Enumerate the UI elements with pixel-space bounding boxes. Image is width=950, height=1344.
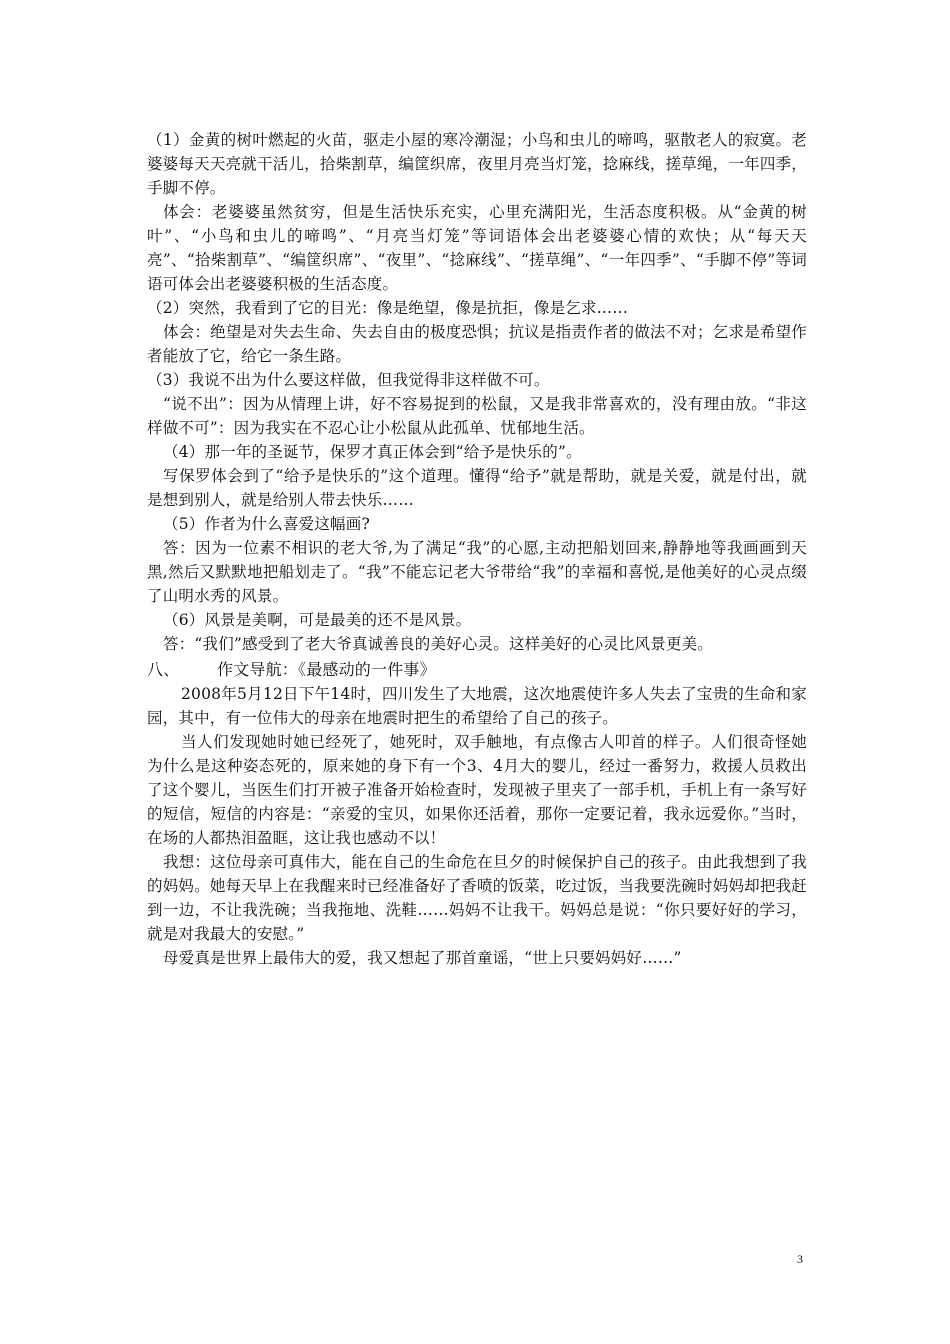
document-body [147,128,807,970]
section-number: 八、 [147,660,180,679]
paragraph-answer-3: “说不出”：因为从情理上讲，好不容易捉到的松鼠，又是我非常喜欢的，没有理由放。“非这样做不可”：因为我实在不忍心让小松鼠从此孤单、忧郁地生活。 [147,395,807,437]
paragraph-quote-2: （2）突然，我看到了它的目光：像是绝望，像是抗拒，像是乞求…… [147,299,629,317]
essay-paragraph-4: 母爱真是世界上最伟大的爱，我又想起了那首童谣，“世上只要妈妈好……” [163,949,682,967]
essay-paragraph-1: 2008年5月12日下午14时，四川发生了大地震，这次地震使许多人失去了宝贵的生命和家园，其中，有一位伟大的母亲在地震时把生的希望给了自己的孩子。 [147,685,807,727]
essay-paragraph-3: 我想：这位母亲可真伟大，能在自己的生命危在旦夕的时候保护自己的孩子。由此我想到了我的妈妈。她每天早上在我醒来时已经准备好了香喷的饭菜，吃过饭，当我要洗碗时妈妈却把我赶到一边，不让我洗碗；当我拖地、洗鞋……妈妈不让我干。妈妈总是说：“你只要好好的学习，就是对我最大的安慰。” [147,853,807,943]
paragraph-answer-1: 体会：老婆婆虽然贫穷，但是生活快乐充实，心里充满阳光，生活态度积极。从“金黄的树叶”、“小鸟和虫儿的啼鸣”、“月亮当灯笼”等词语体会出老婆婆心情的欢快；从“每天天亮”、“拾柴割草”、“编筐织席”、“夜里”、“捻麻线”、“搓草绳”、“一年四季”、“手脚不停”等词语可体会出老婆婆积极的生活态度。 [147,203,807,293]
paragraph-answer-2: 体会：绝望是对失去生命、失去自由的极度恐惧；抗议是指责作者的做法不对；乞求是希望作者能放了它，给它一条生路。 [147,323,807,365]
section-heading [147,658,807,682]
paragraph-answer-6: 答：“我们”感受到了老大爷真诚善良的美好心灵。这样美好的心灵比风景更美。 [163,635,714,653]
paragraph-quote-5: （5）作者为什么喜爱这幅画? [163,515,370,533]
paragraph-answer-5: 答：因为一位素不相识的老大爷,为了满足“我”的心愿,主动把船划回来,静静地等我画画到天黑,然后又默默地把船划走了。“我”不能忘记老大爷带给“我”的幸福和喜悦,是他美好的心灵点缀了山明水秀的风景。 [147,539,807,605]
paragraph-answer-4: 写保罗体会到了“给予是快乐的”这个道理。懂得“给予”就是帮助，就是关爱，就是付出，就是想到别人，就是给别人带去快乐…… [147,467,807,509]
paragraph-quote-4: （4）那一年的圣诞节，保罗才真正体会到“给予是快乐的”。 [163,443,582,461]
essay-paragraph-2: 当人们发现她时她已经死了，她死时，双手触地，有点像古人叩首的样子。人们很奇怪她为什么是这种姿态死的，原来她的身下有一个3、4月大的婴儿，经过一番努力，救援人员救出了这个婴儿，当医生们打开被子准备开始检查时，发现被子里夹了一部手机，手机上有一条写好的短信，短信的内容是：“亲爱的宝贝，如果你还活着，那你一定要记着，我永远爱你。”当时，在场的人都热泪盈眶，这让我也感动不以！ [147,733,807,847]
page-number: 3 [797,1252,803,1266]
paragraph-quote-3: （3）我说不出为什么要这样做，但我觉得非这样做不可。 [147,371,550,389]
paragraph-quote-1: （1）金黄的树叶燃起的火苗，驱走小屋的寒冷潮湿；小鸟和虫儿的啼鸣，驱散老人的寂寞。老婆婆每天天亮就干活儿，拾柴割草，编筐织席，夜里月亮当灯笼，捻麻线，搓草绳，一年四季，手脚不停。 [147,131,807,197]
paragraph-quote-6: （6）风景是美啊，可是最美的还不是风景。 [163,611,472,629]
section-title: 作文导航：《最感动的一件事》 [217,660,436,679]
